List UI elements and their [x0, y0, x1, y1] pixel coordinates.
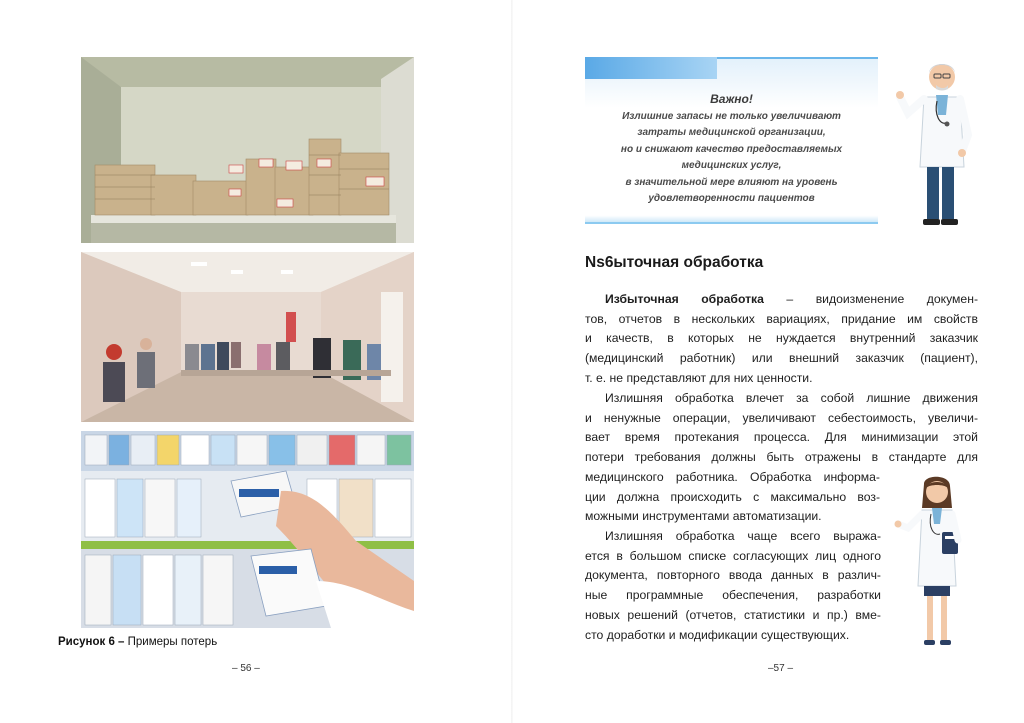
photo-clinic-corridor: [81, 252, 414, 422]
callout-accent-bar: [585, 57, 717, 79]
callout-line: удовлетворенности пациентов: [648, 193, 815, 205]
paragraph-line: медицинского работника. Обработка информа-: [585, 469, 880, 484]
right-page: [512, 0, 1024, 723]
paragraph-line: Избыточная обработка – видоизменение докумен-: [605, 292, 979, 306]
paragraph-line: потери требования должны быть отражены в стандарте для: [585, 450, 978, 465]
paragraph-line: вает время протекания процесса. Для минимизации этой: [585, 430, 978, 445]
paragraph-line: (медицинский работник) или внешний заказчик (пациент),: [585, 351, 978, 366]
caption-label: Рисунок 6 –: [58, 636, 125, 648]
paragraph-line: и качеств, в которых не нуждается внутренний заказчик: [585, 331, 978, 346]
callout-line: затраты медицинской организации,: [637, 127, 826, 139]
callout-line: Излишние запасы не только увеличивают: [622, 111, 841, 122]
section-title: Ns6ыточная обработка: [585, 254, 764, 271]
paragraph-line: и ненужные операции, увеличивают себестоимость, увеличи-: [585, 410, 978, 425]
doctor-illustration: [890, 55, 980, 233]
paragraph-1: [585, 290, 978, 389]
paragraph-line: новых решений (отчетов, статистики и пр.) вме-: [585, 607, 881, 622]
callout-line: в значительной мере влияют на уровень: [625, 176, 838, 188]
callout-line: медицинских услуг,: [681, 160, 782, 172]
photo-documents-shelf: [81, 57, 414, 243]
figure-caption: [58, 636, 217, 648]
term-bold: Избыточная обработка: [605, 292, 764, 306]
paragraph-line: документа, повторного ввода данных в различ-: [585, 568, 881, 583]
paragraph-line: можными инструментами автоматизации.: [585, 509, 822, 524]
paragraph-3: [585, 527, 881, 645]
paragraph-line: ные программные обеспечения, разработки: [585, 588, 881, 603]
paragraph-line: т. е. не представляют для них ценности.: [585, 370, 813, 385]
photo-pharmacy-shelves: [81, 431, 414, 628]
paragraph-line: ции должна происходить с максимально воз-: [585, 489, 880, 504]
page-number-left: – 56 –: [232, 663, 260, 674]
paragraph-line: ется в большом списке согласующих лиц одного: [585, 548, 881, 563]
caption-text: Примеры потерь: [124, 636, 218, 648]
callout-line: но и снижают качество предоставляемых: [620, 143, 843, 155]
paragraph-line: Излишняя обработка чаще всего выража-: [605, 529, 881, 543]
callout-title: Важно!: [710, 92, 753, 106]
important-callout-box: [585, 57, 878, 224]
page-number-right: –57 –: [768, 663, 794, 674]
callout-body: [595, 109, 868, 207]
paragraph-line: тов, отчетов в нескольких вариациях, придание им свойств: [585, 311, 978, 326]
paragraph-line: Излишняя обработка влечет за собой лишние движения: [605, 391, 978, 405]
nurse-illustration: [894, 474, 972, 652]
paragraph-line: сто доработки и модификации существующих.: [585, 627, 850, 642]
